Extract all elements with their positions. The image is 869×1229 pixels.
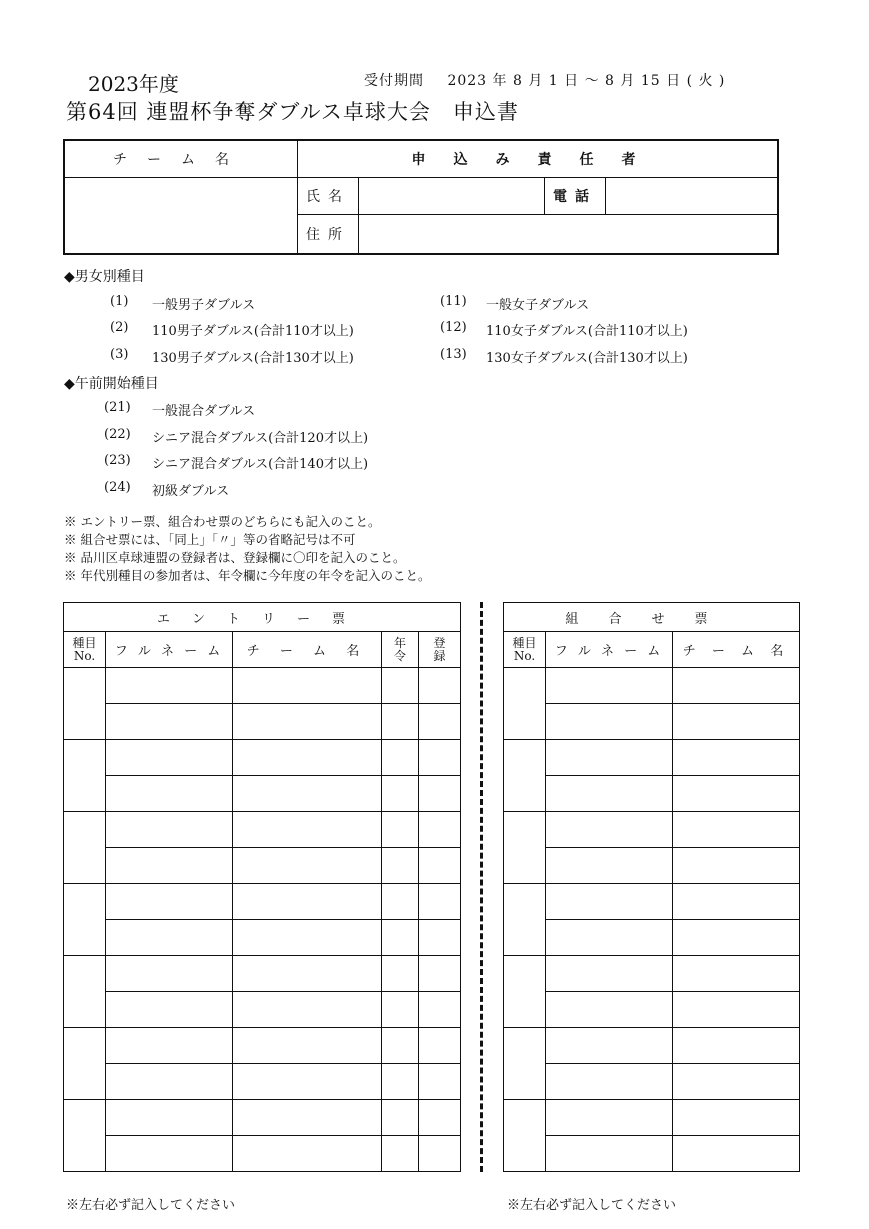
- event-name: シニア混合ダブルス(合計120才以上): [152, 431, 369, 446]
- event-number: (22): [104, 427, 131, 442]
- fullname-field-1[interactable]: [546, 956, 673, 992]
- fullname-field-2[interactable]: [546, 776, 673, 812]
- age-field-2[interactable]: [382, 920, 419, 956]
- name-label: 氏名: [298, 178, 359, 215]
- team-name-field-2[interactable]: [233, 1064, 382, 1100]
- applicant-table: [63, 139, 779, 255]
- event-no-field[interactable]: [64, 956, 106, 1028]
- entry-row-second: [504, 992, 800, 1028]
- entry-row: [64, 884, 461, 920]
- age-field-2[interactable]: [382, 1064, 419, 1100]
- fullname-field-2[interactable]: [546, 992, 673, 1028]
- fullname-field-2[interactable]: [546, 1136, 673, 1172]
- registration-field-1[interactable]: [419, 812, 461, 848]
- entry-row: [64, 956, 461, 992]
- team-name-field-2[interactable]: [673, 992, 800, 1028]
- team-name-field-2[interactable]: [673, 776, 800, 812]
- age-field-2[interactable]: [382, 1136, 419, 1172]
- event-name: 初級ダブルス: [152, 484, 230, 499]
- entry-row-second: [504, 1136, 800, 1172]
- address-label: 住所: [298, 215, 359, 255]
- entry-row-second: [64, 920, 461, 956]
- fullname-field-2[interactable]: [106, 704, 233, 740]
- col-fullname: フ ル ネ ー ム: [106, 632, 233, 668]
- event-name: シニア混合ダブルス(合計140才以上): [152, 457, 369, 472]
- age-field-1[interactable]: [382, 1028, 419, 1064]
- footer-note-right: ※左右必ず記入してください: [507, 1198, 677, 1213]
- period-label: 受付期間: [364, 73, 424, 89]
- footer-note-left: ※左右必ず記入してください: [66, 1198, 236, 1213]
- fullname-field-1[interactable]: [106, 812, 233, 848]
- event-no-field[interactable]: [504, 956, 546, 1028]
- event-no-field[interactable]: [64, 884, 106, 956]
- fullname-field-2[interactable]: [546, 1064, 673, 1100]
- team-name-field-1[interactable]: [673, 740, 800, 776]
- fullname-field-1[interactable]: [106, 668, 233, 704]
- entry-row: [64, 740, 461, 776]
- phone-label: 電話: [545, 178, 606, 215]
- fullname-field-2[interactable]: [106, 920, 233, 956]
- team-name-field-1[interactable]: [673, 1028, 800, 1064]
- entry-row: [64, 812, 461, 848]
- event-no-field[interactable]: [504, 1028, 546, 1100]
- col-registration: 登 録: [419, 632, 461, 668]
- age-field-2[interactable]: [382, 848, 419, 884]
- event-name: 130男子ダブルス(合計130才以上): [152, 351, 354, 366]
- entry-row: [504, 1100, 800, 1136]
- registration-field-2[interactable]: [419, 920, 461, 956]
- entry-row: [504, 884, 800, 920]
- entry-row: [504, 812, 800, 848]
- age-field-2[interactable]: [382, 704, 419, 740]
- team-name-field-1[interactable]: [673, 884, 800, 920]
- event-name: 一般女子ダブルス: [486, 298, 590, 313]
- fullname-field-1[interactable]: [546, 740, 673, 776]
- team-name-field-1[interactable]: [233, 956, 382, 992]
- team-name-field-2[interactable]: [233, 992, 382, 1028]
- team-name-field-2[interactable]: [233, 848, 382, 884]
- event-name: 一般男子ダブルス: [152, 298, 256, 313]
- entry-row: [64, 1100, 461, 1136]
- entry-row: [64, 1028, 461, 1064]
- registration-field-2[interactable]: [419, 704, 461, 740]
- note: ※ 年代別種目の参加者は、年令欄に今年度の年令を記入のこと。: [64, 568, 431, 583]
- entry-row: [64, 668, 461, 704]
- team-name-header: チーム名: [64, 140, 298, 178]
- entry-row-second: [504, 920, 800, 956]
- page-title: 第64回 連盟杯争奪ダブルス卓球大会 申込書: [66, 100, 519, 124]
- responsible-person-header: 申込み責任者: [298, 140, 779, 178]
- entry-row-second: [504, 704, 800, 740]
- event-number: (13): [440, 347, 467, 362]
- note: ※ 品川区卓球連盟の登録者は、登録欄に〇印を記入のこと。: [64, 550, 406, 565]
- event-no-field[interactable]: [64, 1100, 106, 1172]
- team-name-field-1[interactable]: [233, 812, 382, 848]
- event-number: (21): [104, 400, 131, 415]
- registration-field-1[interactable]: [419, 1028, 461, 1064]
- team-name-field-1[interactable]: [233, 668, 382, 704]
- team-name-field-1[interactable]: [673, 956, 800, 992]
- section-heading-gender: ◆男女別種目: [64, 269, 145, 285]
- period-value: 2023 年 8 月 1 日 ～ 8 月 15 日 ( 火 ): [447, 73, 726, 89]
- pairing-ticket-title: 組合せ票: [504, 603, 800, 632]
- col-event-no: 種目 No.: [504, 632, 546, 668]
- col-team-name: チ ー ム 名: [233, 632, 382, 668]
- event-number: (1): [110, 294, 129, 309]
- entry-row-second: [64, 704, 461, 740]
- registration-field-2[interactable]: [419, 776, 461, 812]
- registration-field-1[interactable]: [419, 1100, 461, 1136]
- col-team-name: チ ー ム 名: [673, 632, 800, 668]
- entry-row-second: [64, 992, 461, 1028]
- fullname-field-2[interactable]: [106, 1136, 233, 1172]
- team-name-field-2[interactable]: [673, 920, 800, 956]
- event-no-field[interactable]: [504, 1100, 546, 1172]
- age-field-1[interactable]: [382, 740, 419, 776]
- pairing-ticket-table: [503, 602, 800, 1172]
- fullname-field-2[interactable]: [106, 848, 233, 884]
- year-label: 2023年度: [88, 72, 179, 96]
- entry-row-second: [64, 776, 461, 812]
- event-name: 110男子ダブルス(合計110才以上): [152, 324, 354, 339]
- registration-field-1[interactable]: [419, 956, 461, 992]
- registration-field-2[interactable]: [419, 992, 461, 1028]
- team-name-field-2[interactable]: [233, 1136, 382, 1172]
- team-name-field-1[interactable]: [233, 1028, 382, 1064]
- col-fullname: フ ル ネ ー ム: [546, 632, 673, 668]
- reception-period: [364, 70, 725, 90]
- entry-row: [504, 668, 800, 704]
- fullname-field-2[interactable]: [546, 920, 673, 956]
- fullname-field-1[interactable]: [546, 812, 673, 848]
- team-name-field-2[interactable]: [233, 920, 382, 956]
- event-no-field[interactable]: [504, 884, 546, 956]
- note: ※ エントリー票、組合わせ票のどちらにも記入のこと。: [64, 514, 381, 529]
- team-name-field-1[interactable]: [673, 1100, 800, 1136]
- fullname-field-1[interactable]: [106, 740, 233, 776]
- entry-row-second: [64, 1064, 461, 1100]
- fullname-field-1[interactable]: [106, 1100, 233, 1136]
- team-name-field-2[interactable]: [673, 1136, 800, 1172]
- registration-field-1[interactable]: [419, 740, 461, 776]
- event-no-field[interactable]: [504, 668, 546, 740]
- event-name: 130女子ダブルス(合計130才以上): [486, 351, 688, 366]
- event-no-field[interactable]: [64, 668, 106, 740]
- registration-field-2[interactable]: [419, 1064, 461, 1100]
- fullname-field-1[interactable]: [106, 884, 233, 920]
- entry-row-second: [504, 776, 800, 812]
- phone-field[interactable]: [606, 178, 779, 215]
- col-age: 年 令: [382, 632, 419, 668]
- fullname-field-2[interactable]: [106, 992, 233, 1028]
- event-name: 110女子ダブルス(合計110才以上): [486, 324, 688, 339]
- event-no-field[interactable]: [64, 1028, 106, 1100]
- team-name-field-1[interactable]: [233, 1100, 382, 1136]
- event-no-field[interactable]: [64, 740, 106, 812]
- team-name-field[interactable]: [64, 178, 298, 255]
- event-name: 一般混合ダブルス: [152, 404, 256, 419]
- registration-field-2[interactable]: [419, 848, 461, 884]
- event-no-field[interactable]: [504, 740, 546, 812]
- entry-row-second: [64, 848, 461, 884]
- team-name-field-2[interactable]: [673, 1064, 800, 1100]
- fullname-field-1[interactable]: [546, 1028, 673, 1064]
- address-field[interactable]: [359, 215, 779, 255]
- team-name-field-1[interactable]: [673, 668, 800, 704]
- note: ※ 組合せ票には、「同上」「〃」等の省略記号は不可: [64, 532, 356, 547]
- entry-row-second: [64, 1136, 461, 1172]
- fullname-field-2[interactable]: [106, 1064, 233, 1100]
- fullname-field-1[interactable]: [546, 1100, 673, 1136]
- entry-row: [504, 956, 800, 992]
- fullname-field-2[interactable]: [546, 848, 673, 884]
- event-no-field[interactable]: [504, 812, 546, 884]
- registration-field-1[interactable]: [419, 668, 461, 704]
- age-field-1[interactable]: [382, 668, 419, 704]
- entry-row-second: [504, 848, 800, 884]
- fullname-field-2[interactable]: [546, 704, 673, 740]
- team-name-field-1[interactable]: [233, 884, 382, 920]
- event-no-field[interactable]: [64, 812, 106, 884]
- age-field-2[interactable]: [382, 776, 419, 812]
- age-field-1[interactable]: [382, 956, 419, 992]
- team-name-field-1[interactable]: [233, 740, 382, 776]
- event-number: (24): [104, 480, 131, 495]
- event-number: (11): [440, 294, 467, 309]
- cut-line: [480, 602, 483, 1172]
- registration-field-1[interactable]: [419, 884, 461, 920]
- event-number: (3): [110, 347, 129, 362]
- col-event-no: 種目 No.: [64, 632, 106, 668]
- fullname-field-1[interactable]: [546, 884, 673, 920]
- event-number: (23): [104, 453, 131, 468]
- entry-row: [504, 1028, 800, 1064]
- entry-row-second: [504, 1064, 800, 1100]
- event-number: (2): [110, 320, 129, 335]
- entry-row: [504, 740, 800, 776]
- age-field-2[interactable]: [382, 992, 419, 1028]
- fullname-field-1[interactable]: [106, 1028, 233, 1064]
- event-number: (12): [440, 320, 467, 335]
- fullname-field-1[interactable]: [106, 956, 233, 992]
- fullname-field-2[interactable]: [106, 776, 233, 812]
- fullname-field-1[interactable]: [546, 668, 673, 704]
- age-field-1[interactable]: [382, 1100, 419, 1136]
- age-field-1[interactable]: [382, 884, 419, 920]
- team-name-field-2[interactable]: [673, 848, 800, 884]
- registration-field-2[interactable]: [419, 1136, 461, 1172]
- team-name-field-2[interactable]: [233, 776, 382, 812]
- team-name-field-2[interactable]: [233, 704, 382, 740]
- section-heading-morning: ◆午前開始種目: [64, 376, 159, 392]
- entry-ticket-table: [63, 602, 461, 1172]
- team-name-field-2[interactable]: [673, 704, 800, 740]
- entry-ticket-title: エントリー票: [64, 603, 461, 632]
- team-name-field-1[interactable]: [673, 812, 800, 848]
- age-field-1[interactable]: [382, 812, 419, 848]
- name-field[interactable]: [359, 178, 545, 215]
